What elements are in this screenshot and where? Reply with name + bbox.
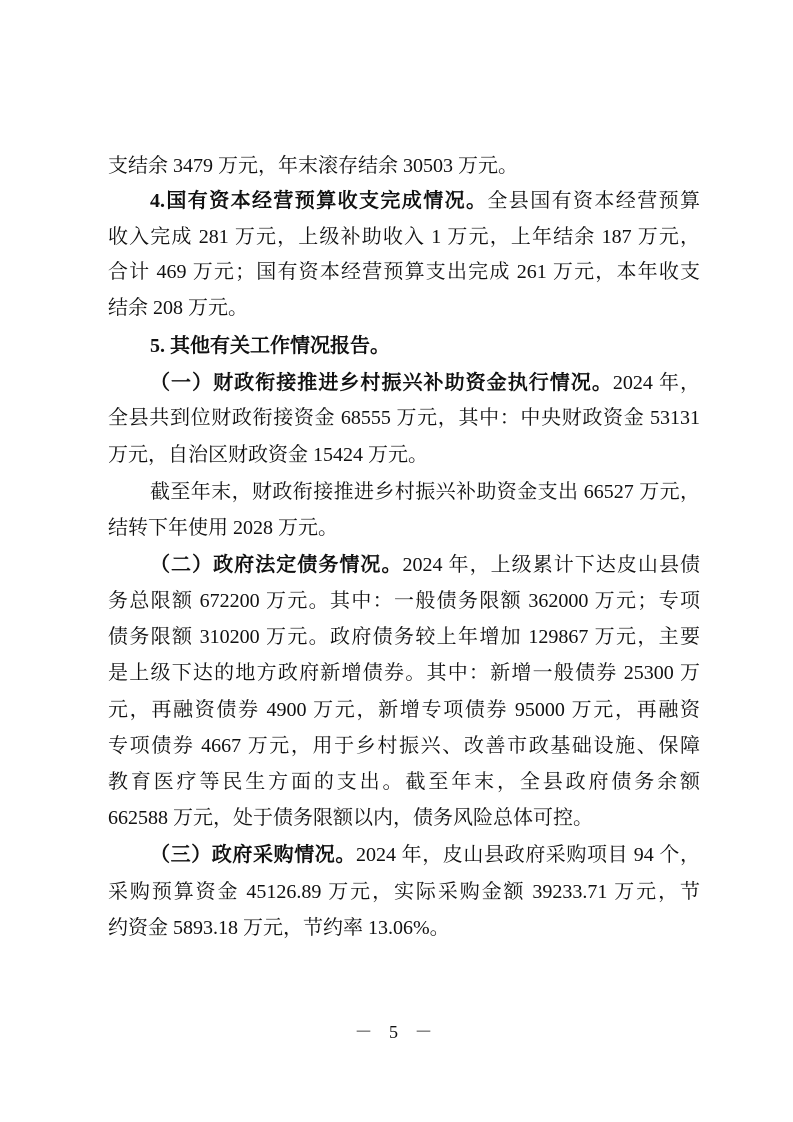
page-number: － 5 －	[354, 1022, 439, 1042]
body-text: 662588 万元，处于债务限额以内，债务风险总体可控。	[108, 807, 593, 829]
bold-heading: （二）政府法定债务情况。	[150, 554, 403, 576]
text-line	[108, 624, 700, 650]
text-line	[150, 552, 700, 578]
body-text: 万元，自治区财政资金 15424 万元。	[108, 444, 428, 466]
text-line	[108, 733, 700, 759]
text-line	[108, 588, 700, 614]
body-text: 专项债券 4667 万元，用于乡村振兴、改善市政基础设施、保障	[108, 735, 700, 757]
text-line	[108, 259, 700, 285]
text-line	[108, 660, 700, 686]
body-text: 约资金 5893.18 万元，节约率 13.06%。	[108, 917, 450, 939]
text-line	[108, 697, 700, 723]
text-line	[108, 153, 700, 179]
body-text: 2024 年，上级累计下达皮山县债	[402, 554, 700, 576]
body-text: 元，再融资债券 4900 万元，新增专项债券 95000 万元，再融资	[108, 699, 700, 721]
text-line	[150, 842, 700, 868]
text-line	[150, 333, 700, 359]
body-text: 支结余 3479 万元，年末滚存结余 30503 万元。	[108, 155, 518, 177]
body-text: 是上级下达的地方政府新增债券。其中：新增一般债券 25300 万	[108, 662, 700, 684]
text-line	[108, 442, 700, 468]
body-text: 教育医疗等民生方面的支出。截至年末，全县政府债务余额	[108, 771, 700, 793]
text-line	[150, 370, 700, 396]
text-line	[108, 879, 700, 905]
body-text: 务总限额 672200 万元。其中：一般债务限额 362000 万元；专项	[108, 590, 700, 612]
bold-heading: 4.国有资本经营预算收支完成情况。	[150, 190, 488, 212]
text-line	[108, 224, 700, 250]
body-text: 采购预算资金 45126.89 万元，实际采购金额 39233.71 万元，节	[108, 881, 700, 903]
bold-heading: （三）政府采购情况。	[150, 844, 356, 866]
text-line	[108, 769, 700, 795]
text-line	[108, 295, 700, 321]
body-text: 结转下年使用 2028 万元。	[108, 517, 338, 539]
body-text: 合计 469 万元；国有资本经营预算支出完成 261 万元，本年收支	[108, 261, 700, 283]
body-text: 2024 年，皮山县政府采购项目 94 个，	[356, 844, 700, 866]
text-line	[108, 515, 700, 541]
text-line	[108, 915, 700, 941]
text-line	[150, 188, 700, 214]
body-text: 全县国有资本经营预算	[487, 190, 701, 212]
bold-heading: 5. 其他有关工作情况报告。	[150, 335, 390, 357]
body-text: 截至年末，财政衔接推进乡村振兴补助资金支出 66527 万元，	[150, 481, 700, 503]
bold-heading: （一）财政衔接推进乡村振兴补助资金执行情况。	[150, 372, 613, 394]
body-text: 2024 年，	[612, 372, 701, 394]
body-text: 收入完成 281 万元，上级补助收入 1 万元，上年结余 187 万元，	[108, 226, 700, 248]
text-line	[150, 479, 700, 505]
text-line	[108, 405, 700, 431]
body-text: 结余 208 万元。	[108, 297, 248, 319]
body-text: 全县共到位财政衔接资金 68555 万元，其中：中央财政资金 53131	[108, 407, 700, 429]
body-text: 债务限额 310200 万元。政府债务较上年增加 129867 万元，主要	[108, 626, 700, 648]
text-line	[108, 805, 700, 831]
